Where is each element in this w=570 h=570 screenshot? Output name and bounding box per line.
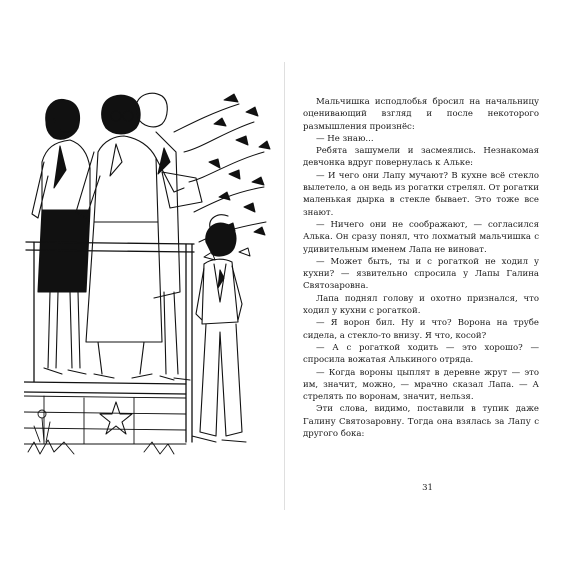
- paragraph: — Может быть, ты и с рогаткой не ходил у кухни? — язвительно спросила у Лапы Галина Святозаровна.: [303, 256, 539, 292]
- paragraph: Мальчишка исподлобья бросил на начальницу оценивающий взгляд и после некоторого размышления произнёс:: [303, 97, 539, 132]
- boy-lapa: [192, 215, 246, 442]
- boy-back: [136, 93, 190, 380]
- paper-sheet: [162, 172, 202, 208]
- right-page: [285, 0, 570, 570]
- grass: [28, 410, 174, 454]
- paragraph: — Я ворон бил. Ну и что? Ворона на трубе сидела, а стекло-то внизу. Я что, косой?: [303, 318, 539, 341]
- paragraph: Эти слова, видимо, поставили в тупик даже Галину Святозаровну. Тогда она взялась за Лапу с другого бока:: [303, 404, 539, 440]
- paragraph: — Не знаю...: [316, 133, 374, 144]
- paragraph: Лапа поднял голову и охотно признался, что ходил у кухни с рогаткой.: [303, 293, 539, 317]
- paragraph: — А с рогаткой ходить — это хорошо? — спросила вожатая Алькиного отряда.: [303, 342, 539, 366]
- girl-left: [32, 99, 90, 374]
- porch-boards: [24, 396, 186, 444]
- paragraph: — Ничего они не соображают, — согласился Алька. Он сразу понял, что лохматый мальчишка с удивительным именем Лапа не виноват.: [303, 219, 539, 255]
- ink-illustration: [24, 92, 272, 470]
- page-number: 31: [422, 483, 433, 493]
- body-text: [303, 96, 539, 440]
- teacher: [76, 95, 184, 378]
- paragraph: Ребята зашумели и засмеялись. Незнакомая девчонка вдруг повернулась к Альке:: [303, 146, 539, 169]
- paragraph: — Когда вороны цыплят в деревне жрут — это им, значит, можно, — мрачно сказал Лапа. — А стрелять по воронам, значит, нельзя.: [303, 367, 539, 403]
- paragraph: — И чего они Лапу мучают? В кухне всё стекло вылетело, а он ведь из рогатки стрелял. От рогатки маленькая дырка в стекле бывает. Это тоже все знают.: [303, 170, 539, 218]
